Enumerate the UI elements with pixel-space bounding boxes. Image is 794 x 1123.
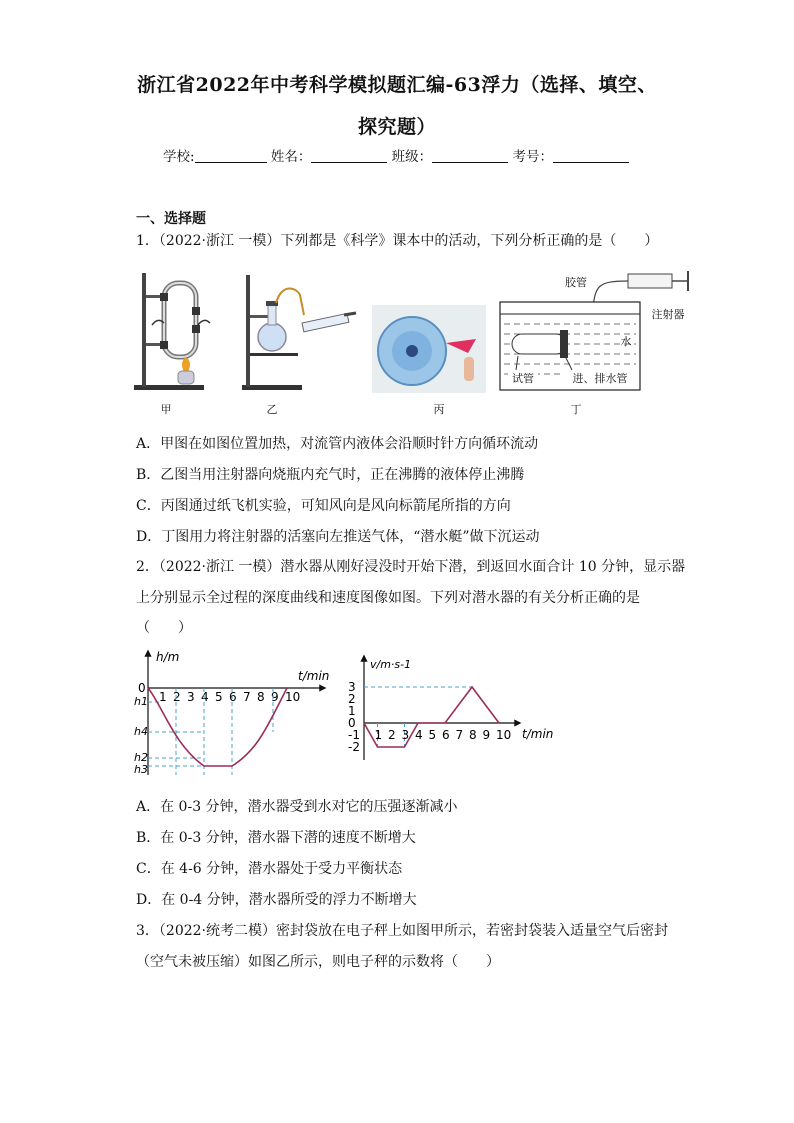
q3-stem-line2: （空气未被压缩）如图乙所示，则电子秤的示数将（ ） <box>136 954 500 970</box>
depth-x-tick: 5 <box>215 690 223 704</box>
q2-stem-line2: 上分别显示全过程的深度曲线和速度图像如图。下列对潜水器的有关分析正确的是 <box>136 590 640 606</box>
figure-bing <box>372 305 486 393</box>
depth-chart <box>130 645 340 785</box>
velocity-x-tick: 5 <box>428 728 437 742</box>
label-water: 水 <box>620 335 632 348</box>
figure-jia <box>130 265 210 395</box>
velocity-chart <box>340 650 554 760</box>
label-syringe: 注射器 <box>651 308 685 321</box>
q2-option-c[interactable]: C．在 4-6 分钟，潜水器处于受力平衡状态 <box>136 861 403 877</box>
q2-option-d[interactable]: D．在 0-4 分钟，潜水器所受的浮力不断增大 <box>136 892 417 908</box>
school-label: 学校: <box>163 149 195 165</box>
exam-number-label: 考号： <box>512 149 553 165</box>
depth-ylabel-h3: h3 <box>134 763 148 776</box>
velocity-x-tick: 2 <box>388 728 396 742</box>
velocity-ylabel: v/m·s-1 <box>370 658 412 671</box>
velocity-x-tick: 6 <box>442 728 450 742</box>
q2-stem-line3: （ ） <box>136 620 192 636</box>
class-label: 班级： <box>391 149 433 165</box>
velocity-x-tick: 10 <box>496 728 512 742</box>
velocity-y-tick: 1 <box>348 704 356 718</box>
school-blank[interactable] <box>195 148 267 163</box>
q1-option-d[interactable]: D．丁图用力将注射器的活塞向左推送气体，“潜水艇”做下沉运动 <box>136 529 540 545</box>
velocity-y-tick: -2 <box>348 740 360 754</box>
velocity-y-tick: 2 <box>348 692 356 706</box>
page-title-line2: 探究题） <box>357 116 436 138</box>
q1-option-b[interactable]: B．乙图当用注射器向烧瓶内充气时，正在沸腾的液体停止沸腾 <box>136 467 525 483</box>
velocity-y-tick: -1 <box>348 728 360 742</box>
depth-guide-lines <box>148 688 273 775</box>
velocity-x-tick: 8 <box>469 728 477 742</box>
depth-x-tick: 1 <box>159 690 167 704</box>
velocity-x-tick: 1 <box>374 728 383 742</box>
caption-ding: 丁 <box>570 403 582 416</box>
class-blank[interactable] <box>432 148 508 163</box>
depth-x-tick: 3 <box>187 690 195 704</box>
q1-stem: 1．（2022·浙江 一模）下列都是《科学》课本中的活动，下列分析正确的是（ ） <box>136 233 659 249</box>
velocity-xlabel: t/min <box>522 727 554 741</box>
name-label: 姓名： <box>270 149 312 165</box>
q1-option-c[interactable]: C．丙图通过纸飞机实验，可知风向是风向标箭尾所指的方向 <box>136 498 511 514</box>
depth-ylabel: h/m <box>156 650 180 664</box>
label-tube: 胶管 <box>565 276 587 289</box>
exam-number-blank[interactable] <box>553 148 629 163</box>
page-title: 浙江省2022年中考科学模拟题汇编-63浮力（选择、填空、 <box>137 74 657 96</box>
q3-stem-line1: 3．（2022·统考二模）密封袋放在电子秤上如图甲所示，若密封袋装入适量空气后密封 <box>136 923 668 939</box>
q2-option-b[interactable]: B．在 0-3 分钟，潜水器下潜的速度不断增大 <box>136 830 416 846</box>
caption-jia: 甲 <box>160 403 172 416</box>
depth-ylabel-h2: h2 <box>134 751 148 764</box>
velocity-y-tick: 0 <box>348 716 356 730</box>
depth-x-tick: 4 <box>201 690 209 704</box>
caption-bing: 丙 <box>433 403 445 416</box>
label-test-tube: 试管 <box>508 370 538 386</box>
depth-x-tick: 6 <box>229 690 237 704</box>
velocity-x-tick: 4 <box>415 728 423 742</box>
velocity-x-tick: 3 <box>401 728 410 742</box>
depth-x-tick: 9 <box>271 690 279 704</box>
depth-x-tick: 8 <box>257 690 265 704</box>
velocity-y-tick: 3 <box>348 680 356 694</box>
depth-x-tick: 7 <box>243 690 251 704</box>
caption-yi: 乙 <box>266 403 278 416</box>
section-heading: 一、选择题 <box>136 211 206 227</box>
depth-x-tick: 10 <box>285 690 301 704</box>
q2-option-a[interactable]: A．在 0-3 分钟，潜水器受到水对它的压强逐渐减小 <box>136 799 458 815</box>
name-blank[interactable] <box>311 148 387 163</box>
velocity-x-tick: 7 <box>455 728 464 742</box>
student-info-row <box>163 145 629 165</box>
depth-origin-label: 0 <box>138 681 146 695</box>
label-in-out-pipe: 进、排水管 <box>564 370 636 386</box>
figure-yi <box>238 265 358 395</box>
depth-xlabel: t/min <box>298 669 330 683</box>
q1-option-a[interactable]: A．甲图在如图位置加热，对流管内液体会沿顺时针方向循环流动 <box>136 436 539 452</box>
depth-ylabel-h4: h4 <box>134 725 148 738</box>
velocity-x-tick: 9 <box>482 728 491 742</box>
depth-x-tick: 2 <box>173 690 181 704</box>
q2-stem-line1: 2．（2022·浙江 一模）潜水器从刚好浸没时开始下潜，到返回水面合计 10 分钟，显示器 <box>136 559 686 575</box>
depth-ylabel-h1: h1 <box>134 695 148 708</box>
